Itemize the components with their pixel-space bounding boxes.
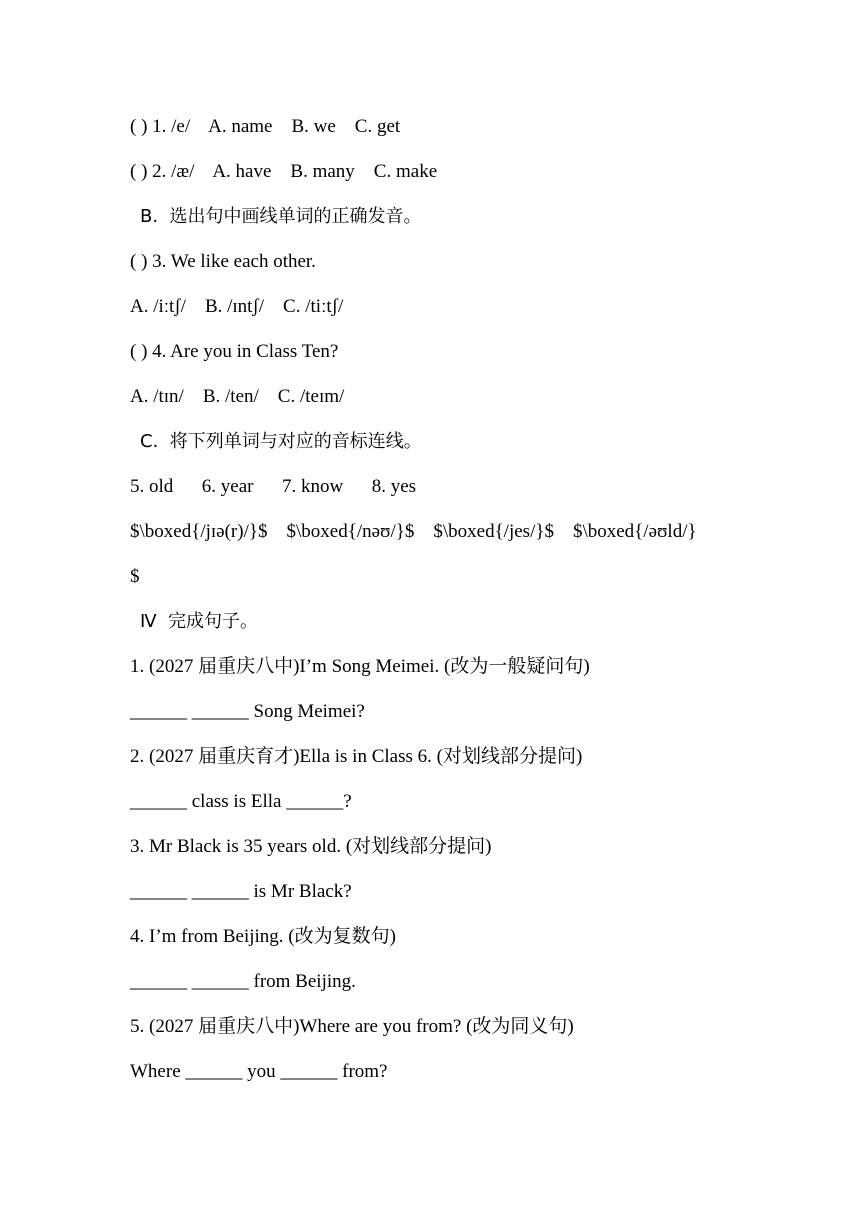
- sentence-question: 1. (2027 届重庆八中)I’m Song Meimei. (改为一般疑问句): [130, 656, 590, 677]
- question-4-options: A. /tɪn/ B. /ten/ C. /teɪm/: [130, 386, 345, 407]
- question-3-options: A. /iːtʃ/ B. /ɪntʃ/ C. /tiːtʃ/: [130, 296, 344, 317]
- question-1: ( ) 1. /e/ A. name B. we C. get: [130, 116, 401, 137]
- sentence-question: 3. Mr Black is 35 years old. (对划线部分提问): [130, 836, 492, 857]
- sentence-answer-line: ______ ______ Song Meimei?: [130, 701, 365, 722]
- question-4: ( ) 4. Are you in Class Ten?: [130, 341, 339, 362]
- matching-phonetics-tail: $: [130, 566, 140, 587]
- worksheet: [130, 112, 810, 1102]
- sentence-question: 2. (2027 届重庆育才)Ella is in Class 6. (对划线部分提问): [130, 746, 583, 767]
- sentence-answer-line: ______ class is Ella ______?: [130, 791, 352, 812]
- matching-phonetics: $\boxed{/jɪə(r)/}$ $\boxed{/nəʊ/}$ $\boxed{/jes/}$ $\boxed{/əʊld/}: [130, 521, 697, 542]
- sentence-answer-line: Where ______ you ______ from?: [130, 1061, 388, 1082]
- section-c-heading: C. 将下列单词与对应的音标连线。: [140, 431, 422, 452]
- sentence-question: 5. (2027 届重庆八中)Where are you from? (改为同义句): [130, 1016, 574, 1037]
- sentence-answer-line: ______ ______ from Beijing.: [130, 971, 356, 992]
- section-b-heading: B. 选出句中画线单词的正确发音。: [140, 206, 422, 227]
- sentence-question: 4. I’m from Beijing. (改为复数句): [130, 926, 396, 947]
- sentence-answer-line: ______ ______ is Mr Black?: [130, 881, 352, 902]
- matching-words: 5. old 6. year 7. know 8. yes: [130, 476, 417, 497]
- question-3: ( ) 3. We like each other.: [130, 251, 316, 272]
- question-2: ( ) 2. /æ/ A. have B. many C. make: [130, 161, 438, 182]
- section-iv-heading: Ⅳ 完成句子。: [140, 611, 259, 632]
